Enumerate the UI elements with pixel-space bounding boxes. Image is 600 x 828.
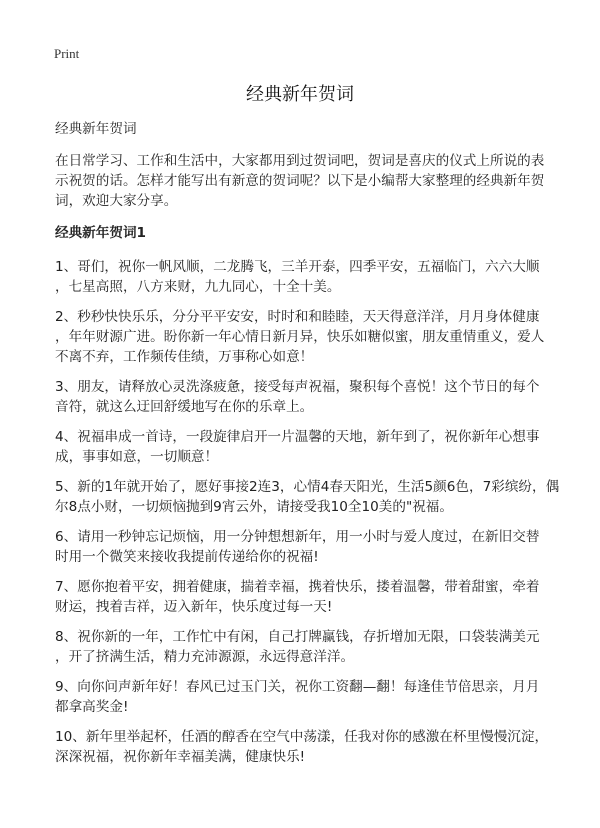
greeting-line: 8、祝你新的一年，工作忙中有闲，自己打牌赢钱，存折增加无限，口袋装满美元	[55, 629, 540, 645]
greeting-line: 10、新年里举起杯，任酒的醇香在空气中荡漾，任我对你的感激在杯里慢慢沉淀，	[55, 729, 549, 745]
greeting-item	[55, 307, 555, 367]
article-subtitle: 经典新年贺词	[55, 121, 137, 137]
greetings-list	[55, 257, 560, 767]
article-body	[55, 119, 560, 777]
greeting-line: 时用一个微笑来接收我提前传递给你的祝福!	[55, 549, 319, 565]
intro-line: 词，欢迎大家分享。	[55, 193, 178, 209]
greeting-item	[55, 427, 555, 467]
greeting-line: ，年年财源广进。盼你新一年心情日新月异，快乐如糖似蜜，朋友重情重义，爱人	[55, 329, 545, 345]
greeting-line: 音符，就这么迂回舒缓地写在你的乐章上。	[55, 399, 314, 415]
greeting-line: 深深祝福，祝你新年幸福美满，健康快乐!	[55, 749, 306, 765]
greeting-line: 2、秒秒快快乐乐，分分平平安安，时时和和睦睦，天天得意洋洋，月月身体健康	[55, 309, 540, 325]
greeting-item	[55, 727, 555, 767]
greeting-line: 成，事事如意，一切顺意！	[55, 449, 219, 465]
greeting-line: 尔8点小财，一切烦恼抛到9宵云外，请接受我10全10美的"祝福。	[55, 499, 453, 515]
greeting-line: 6、请用一秒钟忘记烦恼，用一分钟想想新年，用一小时与爱人度过，在新旧交替	[55, 529, 540, 545]
greeting-item	[55, 257, 555, 297]
greeting-line: 财运，拽着吉祥，迈入新年，快乐度过每一天!	[55, 599, 333, 615]
page-title: 经典新年贺词	[246, 84, 354, 105]
greeting-line: 5、新的1年就开始了，愿好事接2连3，心情4春天阳光，生活5颜6色，7彩缤纷，偶	[55, 479, 560, 495]
section-heading: 经典新年贺词1	[55, 225, 147, 241]
greeting-line: ，开了挤满生活，精力充沛源源，永远得意洋洋。	[55, 649, 355, 665]
greeting-line: 9、向你问声新年好！春风已过玉门关，祝你工资翻—翻！每逢佳节倍思亲，月月	[55, 679, 540, 695]
greeting-line: 1、哥们，祝你一帆风顺，二龙腾飞，三羊开泰，四季平安，五福临门，六六大顺	[55, 259, 540, 275]
intro-line: 在日常学习、工作和生活中，大家都用到过贺词吧，贺词是喜庆的仪式上所说的表	[55, 153, 545, 169]
intro-paragraph	[55, 151, 555, 211]
greeting-line: 3、朋友，请释放心灵洗涤疲惫，接受每声祝福，聚积每个喜悦！这个节日的每个	[55, 379, 540, 395]
greeting-line: 7、愿你抱着平安，拥着健康，揣着幸福，携着快乐，搂着温馨，带着甜蜜，牵着	[55, 579, 540, 595]
greeting-item	[55, 577, 555, 617]
intro-line: 示祝贺的话。怎样才能写出有新意的贺词呢？以下是小编帮大家整理的经典新年贺	[55, 173, 545, 189]
greeting-line: 不离不弃，工作频传佳绩，万事称心如意！	[55, 349, 314, 365]
greeting-item	[55, 477, 560, 517]
print-link[interactable]: Print	[54, 46, 80, 61]
greeting-line: 都拿高奖金!	[55, 699, 129, 715]
greeting-line: ，七星高照，八方来财，九九同心，十全十美。	[55, 279, 341, 295]
greeting-item	[55, 677, 555, 717]
greeting-item	[55, 527, 555, 567]
greeting-item	[55, 377, 555, 417]
greeting-line: 4、祝福串成一首诗，一段旋律启开一片温馨的天地，新年到了，祝你新年心想事	[55, 429, 540, 445]
greeting-item	[55, 627, 555, 667]
